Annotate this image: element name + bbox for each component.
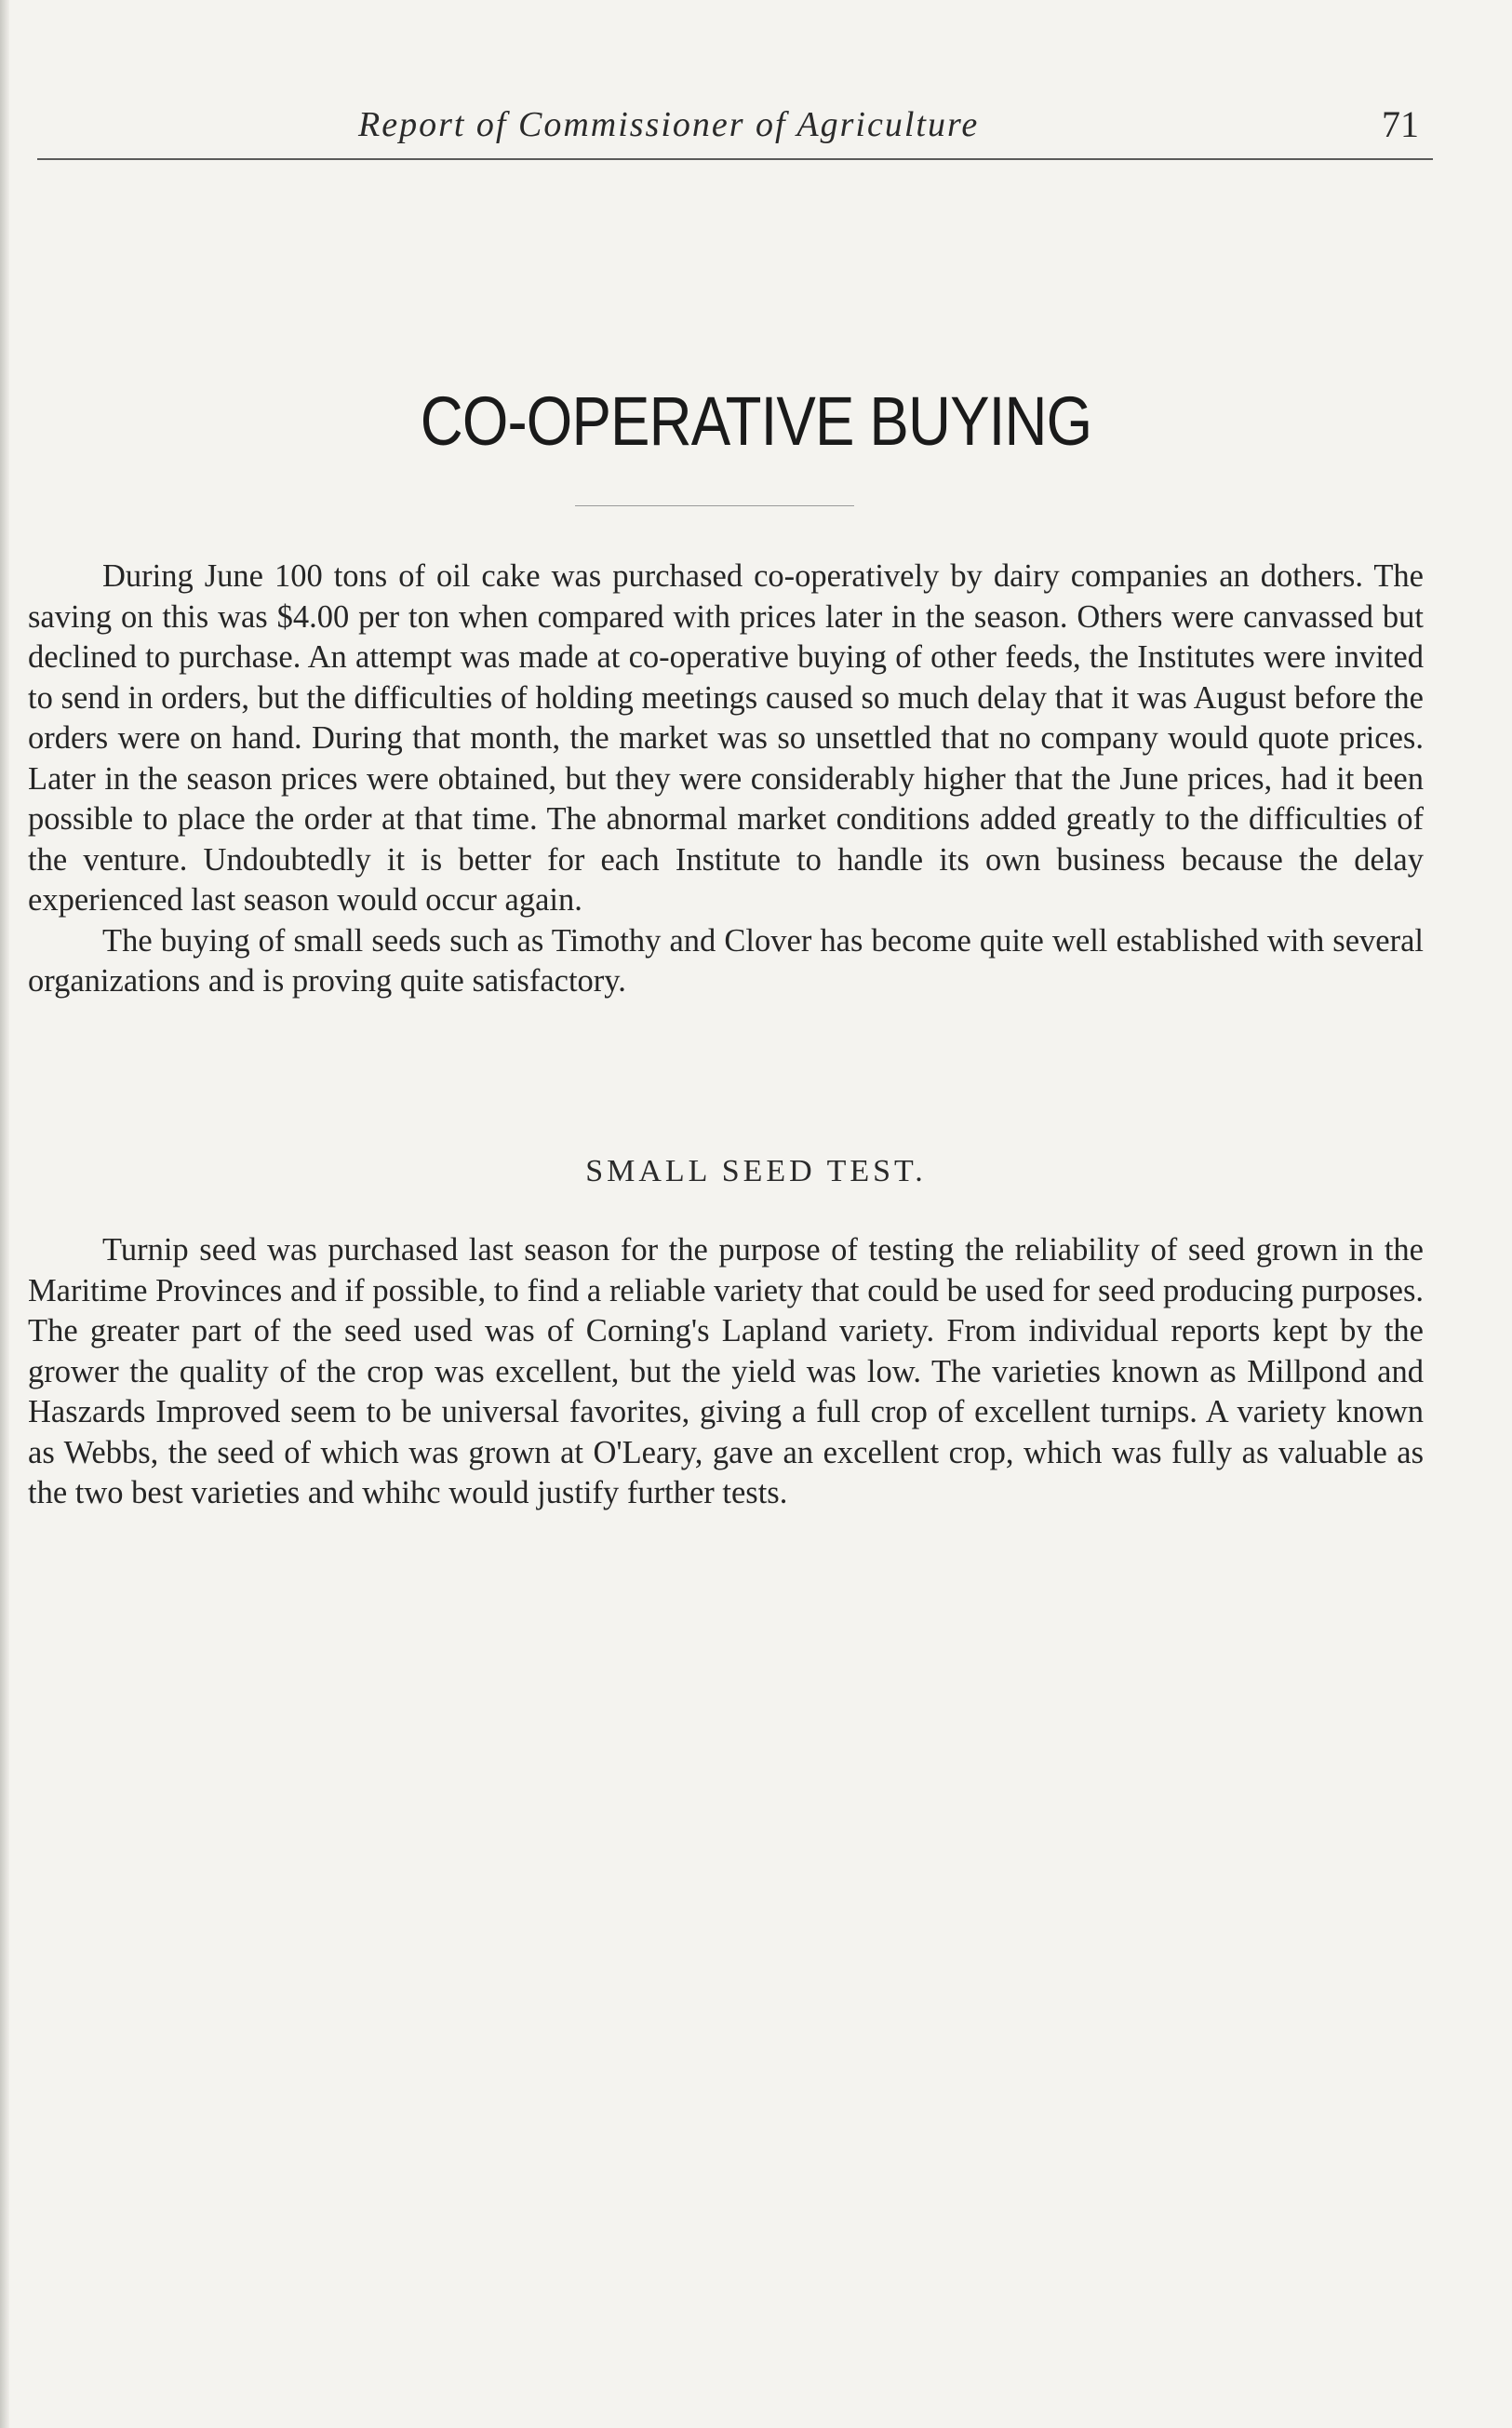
running-header [330,104,1438,160]
page-number: 71 [1382,103,1419,145]
paragraph: During June 100 tons of oil cake was purchased co-operatively by dairy companies an dothers. The saving on this was $4.00 per ton when compared with prices later in the season. Others were canvassed but declined to purchase. An attempt was made at co-operative buying of other feeds, the Institutes were invited to send in orders, but the difficulties of holding meetings caused so much delay that it was August before the orders were on hand. During that month, the market was so unsettled that no company would quote prices. Later in the season prices were obtained, but they were considerably higher that the June prices, had it been possible to place the order at that time. The abnormal market conditions added greatly to the difficulties of the venture. Undoubtedly it is better for each Institute to handle its own business because the delay experienced last season would occur again. [28,558,1424,918]
paragraph: The buying of small seeds such as Timothy and Clover has become quite well established with several organizations and is proving quite satisfactory. [28,922,1424,999]
section-small-seed-test [28,1230,1424,1514]
section-co-operative-buying [28,557,1424,1002]
section-subheading: SMALL SEED TEST. [585,1154,927,1188]
page-title: CO-OPERATIVE BUYING [420,382,1092,460]
title-rule [575,505,854,506]
running-title: Report of Commissioner of Agriculture [358,105,980,144]
paragraph: Turnip seed was purchased last season for the purpose of testing the reliability of seed grown in the Maritime Provinces and if possible, to find a reliable variety that could be used for seed producing purposes. The greater part of the seed used was of Corning's Lapland variety. From individual reports kept by the grower the quality of the crop was excellent, but the yield was low. The varieties known as Millpond and Haszards Improved seem to be universal favorites, giving a full crop of excellent turnips. A variety known as Webbs, the seed of which was grown at O'Leary, gave an excellent crop, which was fully as valuable as the two best varieties and whihc would justify further tests. [28,1232,1424,1510]
page-edge-shadow [0,0,9,2428]
header-rule [37,158,1433,160]
